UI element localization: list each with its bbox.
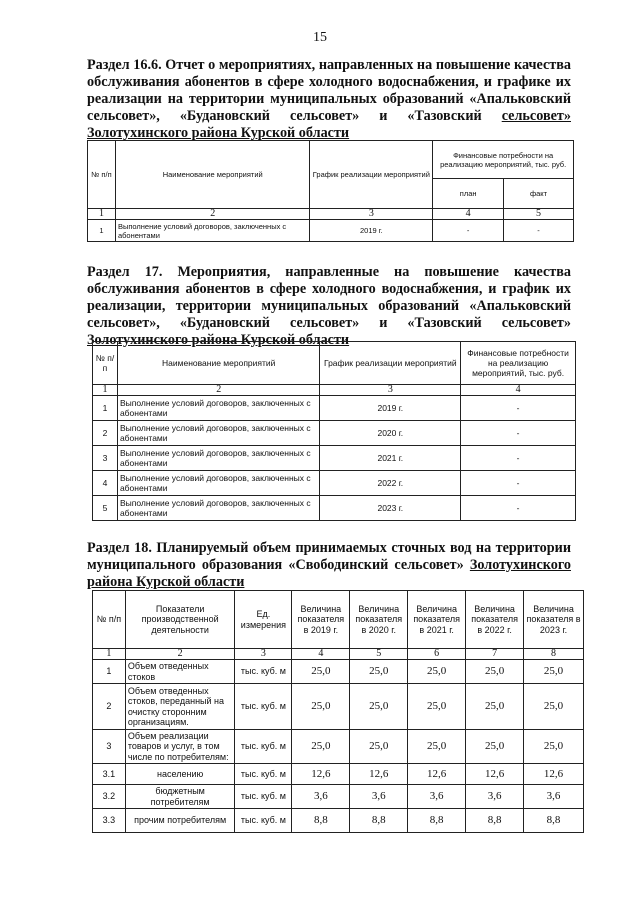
row-unit: тыс. куб. м	[235, 764, 292, 785]
header-2020: Величина показателя в 2020 г.	[350, 591, 408, 649]
header-num: № п/п	[93, 591, 126, 649]
table-row	[93, 421, 576, 446]
index-cell: 3	[235, 649, 292, 660]
index-cell: 4	[292, 649, 350, 660]
row-num: 2	[93, 421, 118, 446]
index-cell: 6	[408, 649, 466, 660]
row-value: 12,6	[292, 764, 350, 785]
row-value: 8,8	[408, 809, 466, 833]
row-num: 3	[93, 730, 126, 764]
header-finance: Финансовые потребности на реализацию мероприятий, тыс. руб.	[461, 342, 576, 385]
table-row	[93, 785, 584, 809]
header-indicator: Показатели производственной деятельности	[125, 591, 235, 649]
row-num: 3.3	[93, 809, 126, 833]
row-finance: -	[461, 471, 576, 496]
row-value: 25,0	[466, 660, 524, 684]
row-value: 3,6	[524, 785, 584, 809]
row-value: 25,0	[408, 660, 466, 684]
row-unit: тыс. куб. м	[235, 809, 292, 833]
row-value: 25,0	[408, 730, 466, 764]
row-name: Выполнение условий договоров, заключенных с абонентами	[115, 220, 310, 242]
section-title-underlined: Золотухинского района Курской области	[87, 557, 571, 590]
index-cell: 2	[125, 649, 235, 660]
section-title-text: Раздел 16.6. Отчет о мероприятиях, направленных на повышение качества обслуживания абонентов в сфере холодного водоснабжения, и графике их реализации на территории муниципальных образований «Апальковский сельсовет», «Будановский сельсовет» и «Тазовский	[87, 57, 571, 124]
index-cell: 1	[93, 385, 118, 396]
table-row	[88, 220, 574, 242]
row-num: 1	[93, 660, 126, 684]
row-unit: тыс. куб. м	[235, 660, 292, 684]
index-cell: 5	[504, 209, 574, 220]
row-name: Объем отведенных стоков, переданный на очистку сторонним организациям.	[125, 684, 235, 730]
row-value: 3,6	[292, 785, 350, 809]
index-cell: 5	[350, 649, 408, 660]
row-num: 1	[93, 396, 118, 421]
row-num: 4	[93, 471, 118, 496]
row-name: прочим потребителям	[125, 809, 235, 833]
row-fact: -	[504, 220, 574, 242]
header-2021: Величина показателя в 2021 г.	[408, 591, 466, 649]
row-year: 2019 г.	[320, 396, 461, 421]
row-year: 2022 г.	[320, 471, 461, 496]
row-value: 3,6	[350, 785, 408, 809]
row-year: 2020 г.	[320, 421, 461, 446]
row-name: Выполнение условий договоров, заключенных с абонентами	[117, 446, 320, 471]
row-num: 2	[93, 684, 126, 730]
index-cell: 4	[433, 209, 504, 220]
row-num: 1	[88, 220, 116, 242]
table-row	[93, 496, 576, 521]
row-value: 8,8	[466, 809, 524, 833]
index-cell: 1	[93, 649, 126, 660]
header-num: № п/п	[93, 342, 118, 385]
row-finance: -	[461, 496, 576, 521]
row-name: Объем реализации товаров и услуг, в том числе по потребителям:	[125, 730, 235, 764]
row-year: 2023 г.	[320, 496, 461, 521]
header-unit: Ед. измерения	[235, 591, 292, 649]
table-row	[93, 446, 576, 471]
section-18-title	[87, 540, 571, 591]
row-unit: тыс. куб. м	[235, 684, 292, 730]
row-value: 25,0	[350, 684, 408, 730]
row-name: Выполнение условий договоров, заключенных с абонентами	[117, 421, 320, 446]
row-value: 25,0	[408, 684, 466, 730]
header-schedule: График реализации мероприятий	[320, 342, 461, 385]
row-value: 3,6	[466, 785, 524, 809]
section-title-underlined: Золотухинского района Курской области	[87, 332, 350, 348]
index-cell: 3	[310, 209, 433, 220]
header-2023: Величина показателя в 2023 г.	[524, 591, 584, 649]
table-row	[93, 730, 584, 764]
header-plan: план	[433, 179, 504, 209]
row-num: 3.2	[93, 785, 126, 809]
index-cell: 2	[117, 385, 320, 396]
index-row	[88, 209, 574, 220]
row-value: 12,6	[524, 764, 584, 785]
header-2022: Величина показателя в 2022 г.	[466, 591, 524, 649]
row-value: 25,0	[292, 684, 350, 730]
row-value: 25,0	[350, 660, 408, 684]
row-year: 2019 г.	[310, 220, 433, 242]
row-name: Объем отведенных стоков	[125, 660, 235, 684]
row-finance: -	[461, 421, 576, 446]
row-value: 8,8	[292, 809, 350, 833]
index-cell: 1	[88, 209, 116, 220]
index-cell: 2	[115, 209, 310, 220]
row-plan: -	[433, 220, 504, 242]
row-value: 25,0	[524, 684, 584, 730]
header-2019: Величина показателя в 2019 г.	[292, 591, 350, 649]
row-finance: -	[461, 446, 576, 471]
row-value: 25,0	[466, 684, 524, 730]
row-unit: тыс. куб. м	[235, 730, 292, 764]
row-name: населению	[125, 764, 235, 785]
section-16-6-title	[87, 57, 571, 142]
row-value: 25,0	[466, 730, 524, 764]
row-num: 3	[93, 446, 118, 471]
row-num: 5	[93, 496, 118, 521]
row-value: 25,0	[292, 660, 350, 684]
row-value: 25,0	[524, 660, 584, 684]
row-value: 25,0	[350, 730, 408, 764]
header-num: № п/п	[88, 141, 116, 209]
table-row	[93, 396, 576, 421]
header-finance: Финансовые потребности на реализацию мероприятий, тыс. руб.	[433, 141, 574, 179]
index-cell: 4	[461, 385, 576, 396]
row-value: 25,0	[292, 730, 350, 764]
section-title-underlined: сельсовет» Золотухинского района Курской области	[87, 108, 571, 141]
row-value: 8,8	[524, 809, 584, 833]
table-row	[93, 809, 584, 833]
header-name: Наименование мероприятий	[115, 141, 310, 209]
row-name: бюджетным потребителям	[125, 785, 235, 809]
section-title-text: Раздел 18. Планируемый объем принимаемых сточных вод на территории муниципального образования «Свободинский сельсовет»	[87, 540, 571, 573]
row-name: Выполнение условий договоров, заключенных с абонентами	[117, 471, 320, 496]
table-row	[93, 660, 584, 684]
header-fact: факт	[504, 179, 574, 209]
section-16-6-table	[87, 140, 574, 242]
row-value: 3,6	[408, 785, 466, 809]
page-number: 15	[313, 30, 327, 45]
row-value: 25,0	[524, 730, 584, 764]
section-title-text: Раздел 17. Мероприятия, направленные на повышение качества обслуживания абонентов в сфере холодного водоснабжения, и график их реализации, территории муниципальных образований «Апальковский сельсовет», «Будановский сельсовет» и «Тазовский сельсовет»	[87, 264, 571, 331]
header-name: Наименование мероприятий	[117, 342, 320, 385]
index-row	[93, 385, 576, 396]
section-18-table	[92, 590, 584, 833]
header-schedule: График реализации мероприятий	[310, 141, 433, 209]
row-name: Выполнение условий договоров, заключенных с абонентами	[117, 396, 320, 421]
table-row	[93, 471, 576, 496]
row-num: 3.1	[93, 764, 126, 785]
row-value: 12,6	[350, 764, 408, 785]
row-value: 8,8	[350, 809, 408, 833]
row-finance: -	[461, 396, 576, 421]
table-row	[93, 764, 584, 785]
section-17-table	[92, 341, 576, 521]
table-row	[93, 684, 584, 730]
row-value: 12,6	[408, 764, 466, 785]
section-17-title	[87, 264, 571, 349]
index-cell: 7	[466, 649, 524, 660]
index-cell: 3	[320, 385, 461, 396]
row-value: 12,6	[466, 764, 524, 785]
row-name: Выполнение условий договоров, заключенных с абонентами	[117, 496, 320, 521]
index-cell: 8	[524, 649, 584, 660]
row-year: 2021 г.	[320, 446, 461, 471]
row-unit: тыс. куб. м	[235, 785, 292, 809]
index-row	[93, 649, 584, 660]
